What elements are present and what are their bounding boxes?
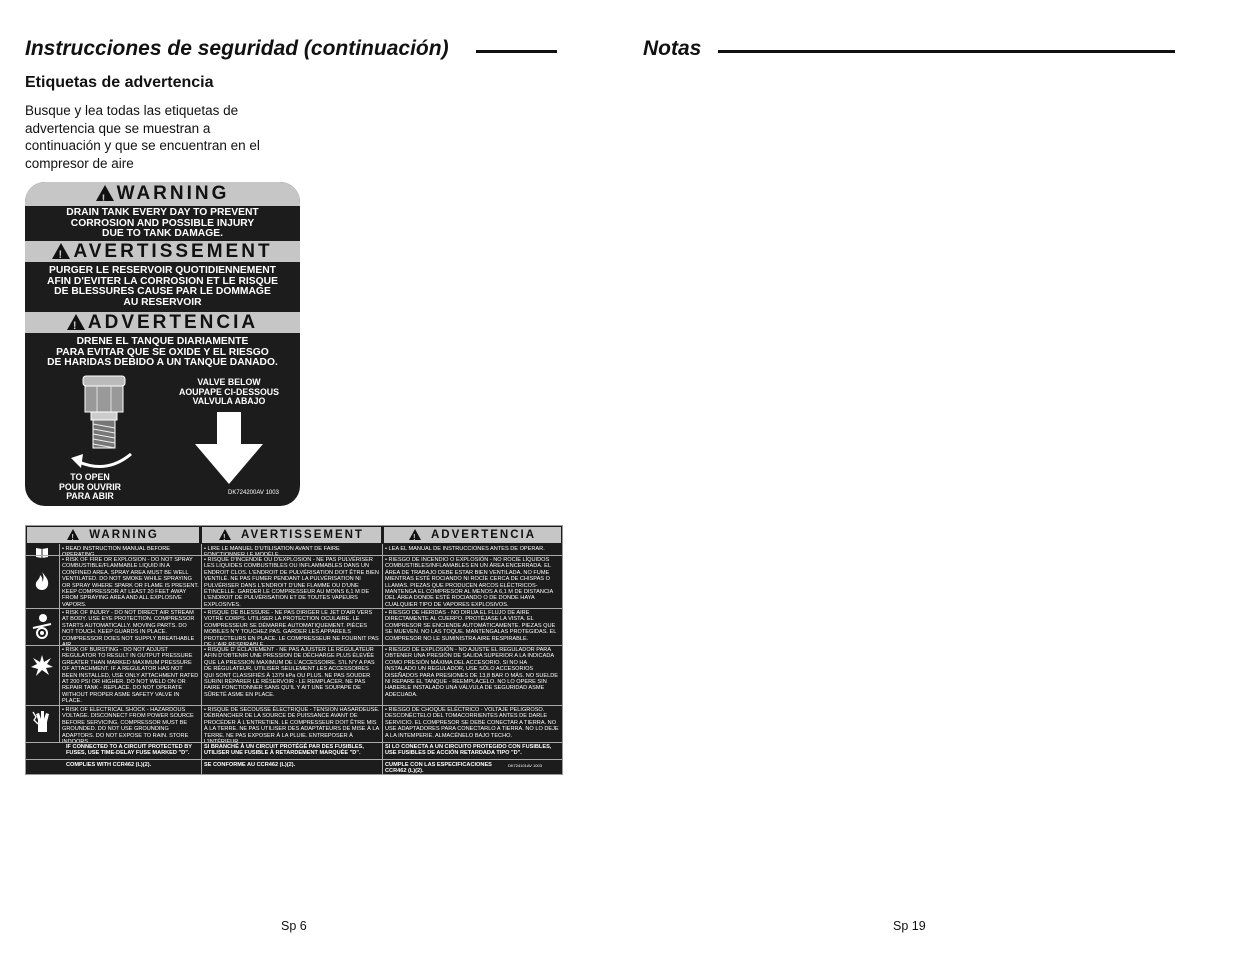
text-line: POUR OUVRIR xyxy=(58,481,122,492)
table-header-warning xyxy=(27,527,199,543)
table-code: DK724101AV 1003 xyxy=(508,763,542,768)
table-cell: • RIESGO DE CHOQUE ELÉCTRICO - VOLTAJE PELIGROSO. DESCONÉCTELO DEL TOMACORRIENTES ANTES DE DARLE SERVICIO. EL COMPRESOR SE DEBE CONECTAR A TIERRA. NO USE ADAPTADORES PARA CONECTARLO A TIERRA. NO LO DEJE A LA INTEMPERIE. ALMACÉNELO BAJO TECHO. xyxy=(385,707,559,739)
warning-triangle-icon xyxy=(67,529,79,540)
valve-location-text xyxy=(165,378,293,407)
row-divider xyxy=(26,705,562,706)
fire-icon xyxy=(28,571,56,596)
avertissement-message xyxy=(31,266,294,308)
table-cell: • LIRE LE MANUEL D'UTILISATION AVANT DE FAIRE xyxy=(204,546,340,552)
text-line: DRAIN TANK EVERY DAY TO PREVENT xyxy=(66,207,259,218)
page-number-right: Sp 19 xyxy=(893,919,926,933)
header-label: ADVERTENCIA xyxy=(430,529,537,541)
page-number-left: Sp 6 xyxy=(281,919,307,933)
section-heading: Etiquetas de advertencia xyxy=(25,74,214,91)
notes-title-rule xyxy=(718,50,1175,53)
table-cell: • RISK OF BURSTING - DO NOT ADJUST REGULATOR TO RESULT IN OUTPUT PRESSURE GREATER THAN MARKED MAXIMUM PRESSURE OF ATTACHMENT. IF A REGULATOR HAS NOT BEEN INSTALLED, USE ONLY ATTACHMENT RATED AT 200 PSI OR HIGHER. DO NOT WELD ON OR REPAIR TANK - REPLACE. DO NOT OPERATE WITHOUT PROPER ASME SAFETY VALVE IN PLACE. xyxy=(62,647,199,705)
table-cell: • RISQUE DE SECOUSSE ÉLECTRIQUE - TENSION HASARDEUSE. DÉBRANCHER DE LA SOURCE DE PUISSANCE AVANT DE PROCÉDER À L'ENTRETIEN. LE COMPRESSEUR DOIT ÊTRE MIS À LA TERRE. NE PAS UTILISER DES ADAPTATEURS DE MISE À LA TERRE. NE PAS EXPOSER À LA PLUIE. ENTREPOSER À xyxy=(204,707,380,739)
burst-icon xyxy=(28,654,56,683)
electric-shock-icon xyxy=(28,708,56,739)
advertencia-band xyxy=(25,312,300,333)
text-line: DE HARIDAS DEBIDO A UN TANQUE DANADO. xyxy=(47,357,278,368)
down-arrow-icon xyxy=(193,410,265,486)
advertencia-message xyxy=(31,337,294,369)
table-cell: • RISQUE D'INCENDIE OU D'EXPLOSION - NE PAS PULVÉRISER LES LIQUIDES COMBUSTIBLES OU INFLAMMABLES DANS UN ENDROIT CLOS. L'ENDROIT DE PULVÉRISATION DOIT ÊTRE BIEN VENTILÉ. NE PAS FUMER PENDANT LA PULVÉRISATION NI PULVÉRISER DANS L'ENDROIT D'UNE FLAMME OU D'UNE ÉTINCELLE. GARDER LE COMPRESSEUR AU MOINS 6,1 M DE L'ENDROIT DE PULVÉRISATION ET DE TOUTES VAPEURS EXPLOSIVES. xyxy=(204,557,379,608)
label-code: DK724200AV 1003 xyxy=(228,490,279,496)
table-cell: SI BRANCHÉ À UN CIRCUIT PROTÉGÉ PAR DES FUSIBLES, UTILISER UNE FUSIBLE À RETARDEMENT MARQUÉE "D". xyxy=(204,744,364,757)
rotate-arrow-icon xyxy=(67,448,137,472)
column-divider xyxy=(201,544,202,774)
intro-text: Busque y lea todas las etiquetas de advertencia que se muestran a continuación y que se encuentran en el compresor de aire xyxy=(25,103,260,171)
eye-injury-icon xyxy=(28,612,56,645)
column-divider xyxy=(59,544,60,742)
warning-message xyxy=(31,208,294,240)
text-line: AOUPAPE CI-DESSOUS xyxy=(178,386,280,397)
table-cell: • RISQUE DE BLESSURE - NE PAS DIRIGER LE JET D'AIR VERS VOTRE CORPS. UTILISER LA PROTECTION OCULAIRE. LE COMPRESSEUR SE DÉMARRE AUTOMATIQUEMENT. PIÈCES MOBILES N'Y TOUCHEZ PAS. GARDER LES APPAREILS PROTECTEURS EN PLACE. LE COMPRESSEUR NE FOURNIT PAS xyxy=(204,610,379,642)
table-cell: • RISK OF FIRE OR EXPLOSION - DO NOT SPRAY COMBUSTIBLE/FLAMMABLE LIQUID IN A CONFINED AREA. SPRAY AREA MUST BE WELL VENTILATED. DO NOT SMOKE WHILE SPRAYING OR SPRAY WHERE SPARK OR FLAME IS PRESENT. KEEP COMPRESSOR AT LEAST 20 FEET AWAY FROM SPRAYING AREA AND ALL EXPLOSIVE VAPORS. xyxy=(62,557,199,608)
advertencia-heading: ADVERTENCIA xyxy=(87,312,259,333)
warning-triangle-icon xyxy=(96,185,114,201)
table-cell: • RISK OF INJURY - DO NOT DIRECT AIR STREAM AT BODY. USE EYE PROTECTION. COMPRESSOR STARTS AUTOMATICALLY. MOVING PARTS. DO NOT TOUCH. KEEP GUARDS IN PLACE. COMPRESSOR DOES NOT SUPPLY BREATHABLE xyxy=(62,610,195,642)
warning-triangle-icon xyxy=(219,529,231,540)
text-line: DRENE EL TANQUE DIARIAMENTE xyxy=(76,336,249,347)
text-line: AU RESERVOIR xyxy=(123,296,202,308)
table-header-avertissement xyxy=(202,527,381,543)
drain-warning-label xyxy=(25,182,300,506)
column-divider xyxy=(382,544,383,774)
title-rule xyxy=(476,50,557,53)
table-cell: • READ INSTRUCTION MANUAL BEFORE xyxy=(62,546,171,552)
avertissement-heading: AVERTISSEMENT xyxy=(73,241,273,262)
text-line: CORROSION AND POSSIBLE INJURY xyxy=(70,217,255,229)
text-line: VALVE BELOW xyxy=(197,377,261,387)
table-cell: • LEA EL MANUAL DE INSTRUCCIONES ANTES DE OPERAR. xyxy=(385,546,545,552)
safety-table-label xyxy=(25,525,563,775)
manual-icon xyxy=(28,545,56,563)
avertissement-band xyxy=(25,241,300,262)
text-line: DUE TO TANK DAMAGE. xyxy=(102,228,223,239)
table-cell: IF CONNECTED TO A CIRCUIT PROTECTED BY FUSES, USE TIME-DELAY FUSE MARKED "D". xyxy=(66,744,192,757)
row-divider xyxy=(26,742,562,743)
warning-triangle-icon xyxy=(409,529,421,540)
table-cell: • RISQUE D' ÉCLATEMENT - NE PAS AJUSTER LE RÉGULATEUR AFIN D'OBTENIR UNE PRESSION DE DÉCHARGE PLUS ÉLEVÉE QUE LA PRESSION MAXIMUM DE L'ACCESSOIRE. S'IL N'Y A PAS DE RÉGULATEUR, UTILISER SEULEMENT LES ACCESSOIRES QUI SONT CLASSIFIÉS À 1379 kPa OU PLUS. NE PAS SOUDER SUR/NI RÉPARER LE RÉSERVOIR - LE REMPLACER. NE PAS FAIRE FONCTIONNER SANS QU'IL Y AIT UNE SOUPAPE DE SÛRETÉ ASME EN PLACE. xyxy=(204,647,375,698)
text-line: PARA ABIR xyxy=(66,491,114,501)
table-header-advertencia xyxy=(384,527,561,543)
text-line: PARA EVITAR QUE SE OXIDE Y EL RIESGO xyxy=(56,346,269,358)
open-instruction xyxy=(55,473,125,502)
table-cell: SE CONFORME AU CCR462 (L)(2). xyxy=(204,762,296,768)
warning-heading: WARNING xyxy=(116,183,230,204)
warning-triangle-icon xyxy=(52,243,70,259)
warning-band xyxy=(25,182,300,206)
text-line: VALVULA ABAJO xyxy=(192,396,266,406)
row-divider xyxy=(26,645,562,646)
row-divider xyxy=(26,555,562,556)
header-label: AVERTISSEMENT xyxy=(241,529,364,541)
row-divider xyxy=(26,608,562,609)
table-cell: SI LO CONECTA A UN CIRCUITO PROTEGIDO CON FUSIBLES, USE FUSIBLES DE ACCIÓN RETARDADA TIPO "D". xyxy=(385,744,552,757)
warning-triangle-icon xyxy=(67,314,85,330)
page-title: Instrucciones de seguridad (continuación) xyxy=(25,37,449,60)
text-line: DE BLESSURES CAUSE PAR LE DOMMAGE xyxy=(54,286,271,297)
notes-title: Notas xyxy=(643,37,702,60)
table-cell: • RISK OF ELECTRICAL SHOCK - HAZARDOUS VOLTAGE. DISCONNECT FROM POWER SOURCE BEFORE SERVICING. COMPRESSOR MUST BE GROUNDED. DO NOT USE GROUNDING ADAPTORS. DO NOT EXPOSE TO RAIN. STORE xyxy=(62,707,194,739)
text-line: TO OPEN xyxy=(70,472,110,482)
table-cell: • RIESGO DE HERIDAS - NO DIRIJA EL FLUJO DE AIRE DIRECTAMENTE AL CUERPO. PROTÉJASE LA VISTA. EL COMPRESOR SE ENCIENDE AUTOMÁTICAMENTE. PIEZAS QUE SE MUEVEN. NO LAS TOQUE. MANTENGALAS PROTEGIDAS. EL COMPRESOR NO LE SUMINISTRA AIRE RESPIRABLE. xyxy=(385,610,557,642)
table-cell: • RIESGO DE INCENDIO O EXPLOSIÓN - NO ROCIE LÍQUIDOS COMBUSTIBLES/INFLAMABLES EN UN ÁREA ENCERRADA. EL ÁREA DE TRABAJO DEBE ESTAR BIEN VENTILADA. NO FUME MIENTRAS ESTÉ ROCIANDO NI ROCÍE CERCA DE CHISPAS O LLAMAS. PIEZAS QUE PRODUCEN ARCOS ELÉCTRICOS-MANTENGA EL COMPRESOR AL MENOS A 6,1 M DE DISTANCIA DEL ÁREA DONDE ESTÉ ROCIANDO O DE DONDE HAYA CUALQUIER TIPO DE VAPORES EXPLOSIVOS. xyxy=(385,557,553,608)
table-cell: CUMPLE CON LAS ESPECIFICACIONES CCR462 (L)(2). xyxy=(385,762,492,775)
text-line: PURGER LE RESERVOIR QUOTIDIENNEMENT xyxy=(49,265,276,276)
row-divider xyxy=(26,759,562,760)
table-cell: • RIESGO DE EXPLOSIÓN - NO AJUSTE EL REGULADOR PARA OBTENER UNA PRESIÓN DE SALIDA SUPERIOR A LA INDICADA COMO PRESIÓN MÁXIMA DEL ACCESORIO. SI NO HA INSTALADO UN REGULADOR, USE SÓLO ACCESORIOS DISEÑADOS PARA PRESIONES DE 13,8 BAR O MÁS. NO SUELDE NI REPARE EL TANQUE - REEMPLÁCELO. NO LO OPERE SIN HABERLE INSTALADO UNA VÁLVULA DE SEGURIDAD ASME ADECUADA. xyxy=(385,647,559,698)
text-line: AFIN D'EVITER LA CORROSION ET LE RISQUE xyxy=(47,275,278,287)
table-cell: COMPLIES WITH CCR462 (L)(2). xyxy=(66,762,152,768)
header-label: WARNING xyxy=(89,529,159,541)
